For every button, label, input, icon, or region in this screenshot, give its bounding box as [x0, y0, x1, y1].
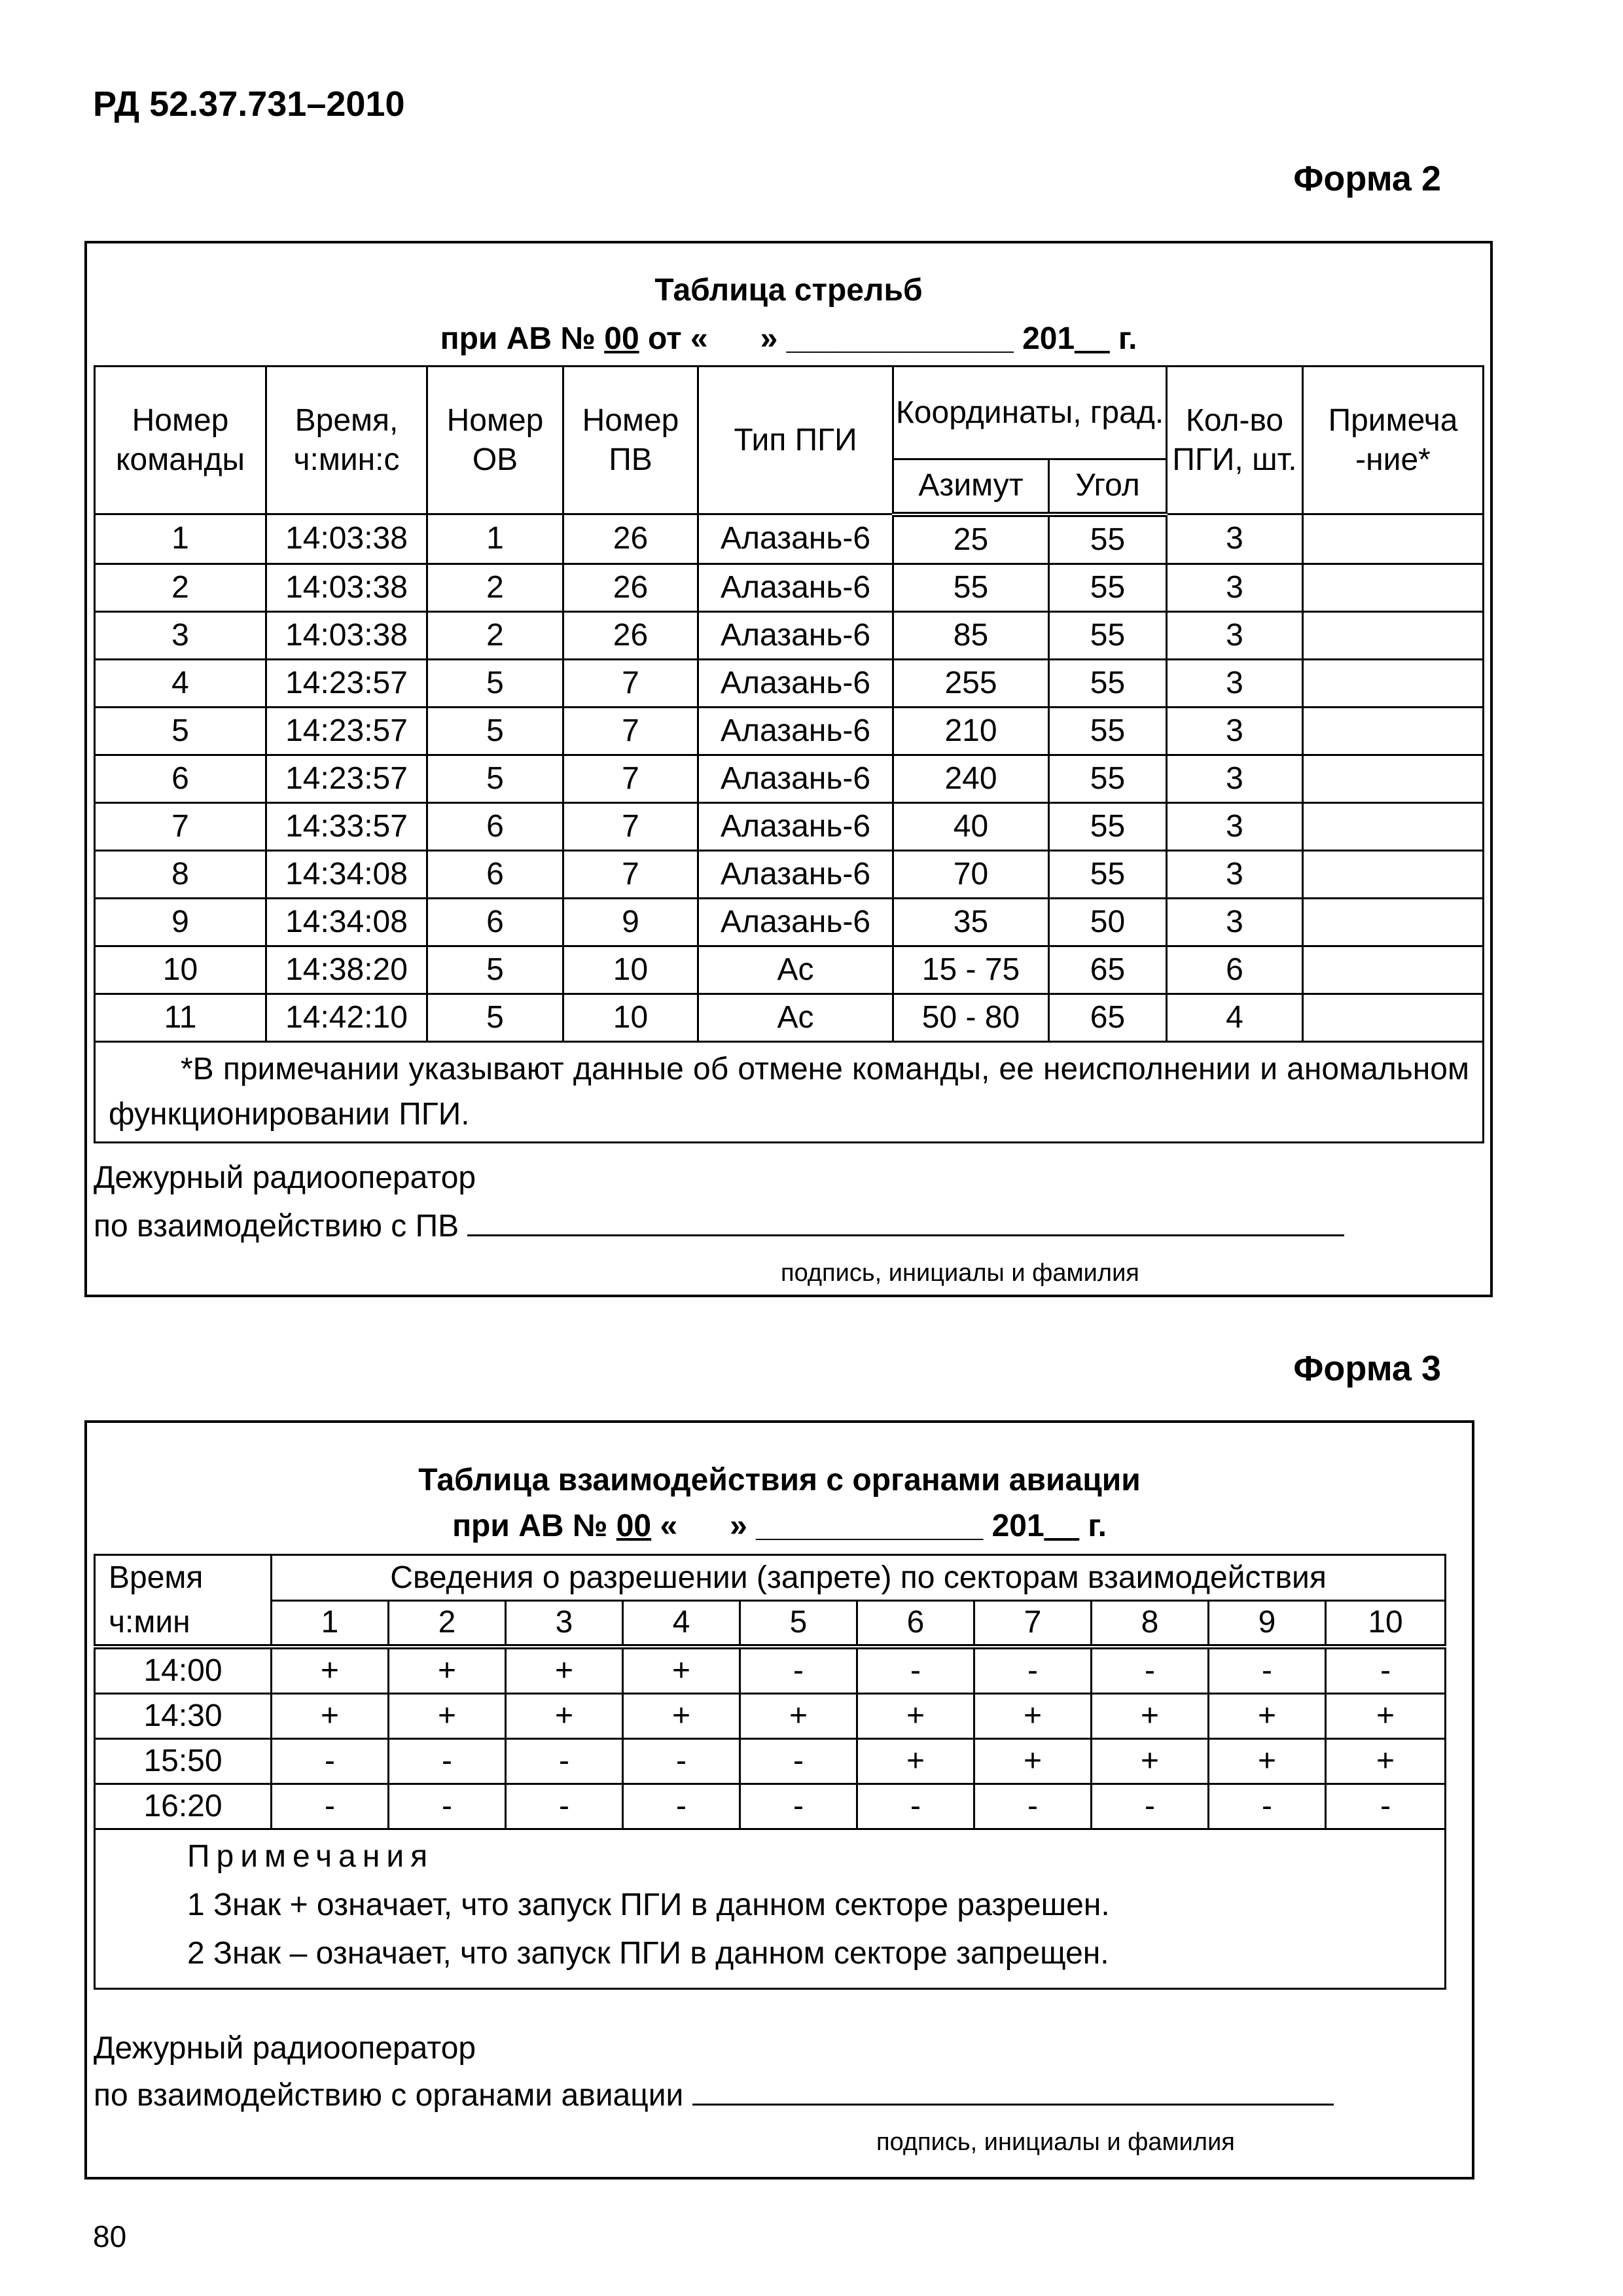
table-row	[95, 994, 1484, 1041]
form2-label: Форма 2	[1293, 159, 1441, 198]
col-sector: 1	[272, 1601, 389, 1647]
table-cell: 10	[563, 994, 698, 1041]
col-sector-info: Сведения о разрешении (запрете) по секторам взаимодействия	[272, 1555, 1446, 1601]
table-row	[95, 1784, 1446, 1829]
table-cell: 240	[893, 755, 1049, 802]
table-cell: 7	[563, 659, 698, 707]
table-cell: 3	[95, 611, 266, 659]
sector-mark-cell: -	[974, 1784, 1092, 1829]
sector-mark-cell: +	[506, 1693, 623, 1738]
sector-mark-cell: -	[1326, 1784, 1446, 1829]
sector-mark-cell: +	[1326, 1738, 1446, 1784]
table-cell: 5	[95, 707, 266, 755]
table-cell: 7	[563, 850, 698, 898]
time-cell: 15:50	[95, 1738, 272, 1784]
sector-mark-cell: -	[740, 1784, 857, 1829]
table-cell: 11	[95, 994, 266, 1041]
table-cell: Ас	[698, 946, 893, 994]
table-cell: 3	[1167, 564, 1303, 611]
table-row	[95, 946, 1484, 994]
table-cell: 3	[1167, 611, 1303, 659]
form3-notes	[95, 1829, 1446, 1988]
table-cell: 55	[1049, 611, 1167, 659]
sector-mark-cell: +	[272, 1693, 389, 1738]
table-cell	[1303, 564, 1484, 611]
table-cell: 14:23:57	[266, 659, 427, 707]
sector-mark-cell: +	[974, 1693, 1092, 1738]
sector-mark-cell: -	[506, 1784, 623, 1829]
table-cell: 3	[1167, 898, 1303, 946]
sector-mark-cell: -	[272, 1738, 389, 1784]
table-cell	[1303, 707, 1484, 755]
form3-label: Форма 3	[1293, 1349, 1441, 1388]
col-time-top: Время	[95, 1555, 272, 1601]
table-cell: Алазань-6	[698, 564, 893, 611]
table-cell: 55	[1049, 755, 1167, 802]
table-cell: 6	[427, 802, 563, 850]
table-row	[95, 850, 1484, 898]
table-cell: 5	[427, 994, 563, 1041]
table-cell: Алазань-6	[698, 898, 893, 946]
form3-subtitle-end: г.	[1079, 1509, 1107, 1543]
col-time: Время, ч:мин:с	[266, 367, 427, 514]
table-cell: 1	[95, 514, 266, 564]
table-cell: 2	[427, 611, 563, 659]
col-ov-number: Номер ОВ	[427, 367, 563, 514]
aviation-interaction-table	[94, 1554, 1446, 1990]
col-sector: 6	[857, 1601, 974, 1647]
table-cell: 25	[893, 514, 1049, 564]
sector-mark-cell: +	[857, 1738, 974, 1784]
form3-frame	[84, 1420, 1474, 2179]
sector-mark-cell: -	[1209, 1647, 1326, 1694]
table-cell: 14:03:38	[266, 611, 427, 659]
sector-mark-cell: +	[740, 1693, 857, 1738]
table-cell: 2	[95, 564, 266, 611]
form3-note-1: 1 Знак + означает, что запуск ПГИ в данном секторе разрешен.	[187, 1887, 1110, 1922]
col-sector: 10	[1326, 1601, 1446, 1647]
sector-mark-cell: +	[623, 1647, 740, 1694]
form2-subtitle-date: от « » _____________ 201	[639, 321, 1075, 356]
table-cell: 5	[427, 659, 563, 707]
time-cell: 16:20	[95, 1784, 272, 1829]
sector-mark-cell: -	[389, 1784, 506, 1829]
form3-notes-title: Примечания	[187, 1839, 435, 1874]
col-angle: Угол	[1049, 459, 1167, 514]
table-cell: 255	[893, 659, 1049, 707]
col-sector: 9	[1209, 1601, 1326, 1647]
table-cell: 55	[1049, 707, 1167, 755]
form3-subtitle-date: « » _____________ 201	[651, 1509, 1044, 1543]
sector-mark-cell: -	[506, 1738, 623, 1784]
table-cell: 40	[893, 802, 1049, 850]
sector-mark-cell: -	[623, 1784, 740, 1829]
table-cell: 14:34:08	[266, 850, 427, 898]
table-cell: 7	[95, 802, 266, 850]
table-cell	[1303, 659, 1484, 707]
table-cell: 55	[1049, 659, 1167, 707]
table-cell: 1	[427, 514, 563, 564]
table-cell: 5	[427, 755, 563, 802]
col-sector: 8	[1092, 1601, 1209, 1647]
table-row	[95, 659, 1484, 707]
table-cell: 7	[563, 707, 698, 755]
table-cell: 70	[893, 850, 1049, 898]
table-cell: 3	[1167, 514, 1303, 564]
table-cell: 4	[95, 659, 266, 707]
table-cell: 14:33:57	[266, 802, 427, 850]
col-sector: 3	[506, 1601, 623, 1647]
sector-mark-cell: +	[1326, 1693, 1446, 1738]
table-cell: 2	[427, 564, 563, 611]
sector-mark-cell: -	[1326, 1647, 1446, 1694]
firing-table	[94, 365, 1484, 1143]
sector-mark-cell: +	[623, 1693, 740, 1738]
table-cell: 14:03:38	[266, 514, 427, 564]
table-cell: Ас	[698, 994, 893, 1041]
table-cell: 5	[427, 707, 563, 755]
form2-year-blank: __	[1075, 321, 1110, 356]
table-cell	[1303, 611, 1484, 659]
form3-signature-line2	[94, 2077, 1334, 2113]
sector-mark-cell: +	[272, 1647, 389, 1694]
form2-subtitle-pre: при АВ №	[440, 321, 605, 356]
sector-mark-cell: -	[1209, 1784, 1326, 1829]
table-cell: 35	[893, 898, 1049, 946]
sector-mark-cell: -	[1092, 1784, 1209, 1829]
sector-mark-cell: -	[974, 1647, 1092, 1694]
table-cell: 50	[1049, 898, 1167, 946]
sector-mark-cell: -	[272, 1784, 389, 1829]
form2-frame	[84, 241, 1493, 1297]
table-cell: 3	[1167, 755, 1303, 802]
table-cell	[1303, 946, 1484, 994]
table-cell: 6	[427, 898, 563, 946]
table-cell: 14:23:57	[266, 755, 427, 802]
table-cell: Алазань-6	[698, 755, 893, 802]
table-cell: 7	[563, 755, 698, 802]
table-cell: Алазань-6	[698, 850, 893, 898]
document-code: РД 52.37.731–2010	[93, 84, 405, 124]
table-row	[95, 755, 1484, 802]
table-cell: 26	[563, 514, 698, 564]
table-cell: Алазань-6	[698, 514, 893, 564]
table-row	[95, 564, 1484, 611]
sector-mark-cell: +	[389, 1693, 506, 1738]
table-cell: 26	[563, 611, 698, 659]
table-cell: 65	[1049, 946, 1167, 994]
table-cell: 55	[1049, 802, 1167, 850]
table-cell: 65	[1049, 994, 1167, 1041]
col-time-bottom: ч:мин	[95, 1601, 272, 1647]
form3-signature-role: по взаимодействию с органами авиации	[94, 2078, 684, 2113]
table-cell: 14:03:38	[266, 564, 427, 611]
table-cell: 6	[427, 850, 563, 898]
table-row	[95, 1693, 1446, 1738]
form2-signature-caption: подпись, инициалы и фамилия	[781, 1259, 1139, 1287]
time-cell: 14:30	[95, 1693, 272, 1738]
table-row	[95, 802, 1484, 850]
table-cell: Алазань-6	[698, 707, 893, 755]
form2-title: Таблица стрельб	[654, 273, 923, 308]
form2-doc-number: 00	[604, 321, 639, 356]
table-row	[95, 707, 1484, 755]
form2-signature-line2	[94, 1208, 1344, 1244]
table-cell: 6	[1167, 946, 1303, 994]
table-cell: 8	[95, 850, 266, 898]
sector-mark-cell: +	[974, 1738, 1092, 1784]
col-sector: 7	[974, 1601, 1092, 1647]
table-cell: 9	[95, 898, 266, 946]
table-row	[95, 1738, 1446, 1784]
table-cell: 26	[563, 564, 698, 611]
table-cell: 14:23:57	[266, 707, 427, 755]
sector-mark-cell: +	[1209, 1693, 1326, 1738]
form2-signature-line1: Дежурный радиооператор	[94, 1160, 476, 1195]
col-coordinates: Координаты, град.	[893, 367, 1167, 459]
sector-mark-cell: -	[623, 1738, 740, 1784]
table-cell: 4	[1167, 994, 1303, 1041]
form2-footnote-text: *В примечании указывают данные об отмене команды, ее неисполнении и аномальном функционировании ПГИ.	[109, 1051, 1469, 1132]
form3-subtitle	[87, 1508, 1472, 1544]
table-cell: Алазань-6	[698, 659, 893, 707]
col-sector: 4	[623, 1601, 740, 1647]
table-cell: 9	[563, 898, 698, 946]
table-cell: 210	[893, 707, 1049, 755]
table-cell: 10	[95, 946, 266, 994]
sector-mark-cell: +	[1209, 1738, 1326, 1784]
table-cell	[1303, 802, 1484, 850]
col-command-number: Номер команды	[95, 367, 266, 514]
table-cell: 14:38:20	[266, 946, 427, 994]
form2-signature-role: по взаимодействию с ПВ	[94, 1209, 459, 1244]
col-sector: 2	[389, 1601, 506, 1647]
sector-mark-cell: +	[389, 1647, 506, 1694]
table-cell: 5	[427, 946, 563, 994]
col-pgi-count: Кол-во ПГИ, шт.	[1167, 367, 1303, 514]
form2-footnote	[95, 1041, 1484, 1142]
table-cell: 3	[1167, 707, 1303, 755]
table-cell: 50 - 80	[893, 994, 1049, 1041]
table-cell: 3	[1167, 850, 1303, 898]
col-pgi-type: Тип ПГИ	[698, 367, 893, 514]
sector-mark-cell: +	[1092, 1738, 1209, 1784]
sector-mark-cell: -	[740, 1647, 857, 1694]
sector-mark-cell: -	[857, 1784, 974, 1829]
table-cell: Алазань-6	[698, 802, 893, 850]
col-pv-number: Номер ПВ	[563, 367, 698, 514]
form3-doc-number: 00	[616, 1509, 652, 1543]
table-cell	[1303, 850, 1484, 898]
form3-signature-field[interactable]	[692, 2104, 1334, 2106]
table-cell: 15 - 75	[893, 946, 1049, 994]
table-cell: 55	[1049, 850, 1167, 898]
table-cell: 85	[893, 611, 1049, 659]
col-sector: 5	[740, 1601, 857, 1647]
table-cell: 55	[1049, 564, 1167, 611]
sector-mark-cell: -	[1092, 1647, 1209, 1694]
form3-year-blank: __	[1044, 1509, 1080, 1543]
table-row	[95, 611, 1484, 659]
table-cell: 7	[563, 802, 698, 850]
form2-subtitle-end: г.	[1109, 321, 1137, 356]
sector-mark-cell: +	[857, 1693, 974, 1738]
table-cell: 3	[1167, 802, 1303, 850]
table-cell: 14:42:10	[266, 994, 427, 1041]
table-row	[95, 514, 1484, 564]
table-row	[95, 1647, 1446, 1694]
page-number: 80	[93, 2219, 127, 2253]
table-cell: 55	[893, 564, 1049, 611]
table-cell: 6	[95, 755, 266, 802]
form3-subtitle-pre: при АВ №	[452, 1509, 616, 1543]
table-cell	[1303, 994, 1484, 1041]
table-cell: 10	[563, 946, 698, 994]
table-cell: 14:34:08	[266, 898, 427, 946]
table-cell	[1303, 514, 1484, 564]
table-cell	[1303, 755, 1484, 802]
form3-signature-caption: подпись, инициалы и фамилия	[876, 2128, 1235, 2156]
sector-mark-cell: -	[857, 1647, 974, 1694]
form3-signature-line1: Дежурный радиооператор	[94, 2031, 476, 2066]
sector-mark-cell: +	[506, 1647, 623, 1694]
table-cell: 55	[1049, 514, 1167, 564]
col-note: Примеча -ние*	[1303, 367, 1484, 514]
time-cell: 14:00	[95, 1647, 272, 1694]
sector-mark-cell: -	[389, 1738, 506, 1784]
sector-mark-cell: -	[740, 1738, 857, 1784]
form2-signature-field[interactable]	[467, 1234, 1344, 1236]
sector-mark-cell: +	[1092, 1693, 1209, 1738]
form2-subtitle	[87, 321, 1490, 357]
form3-note-2: 2 Знак – означает, что запуск ПГИ в данном секторе запрещен.	[187, 1936, 1109, 1971]
table-cell: Алазань-6	[698, 611, 893, 659]
table-cell: 3	[1167, 659, 1303, 707]
table-row	[95, 898, 1484, 946]
table-cell	[1303, 898, 1484, 946]
col-azimuth: Азимут	[893, 459, 1049, 514]
form3-title: Таблица взаимодействия с органами авиации	[418, 1463, 1141, 1498]
